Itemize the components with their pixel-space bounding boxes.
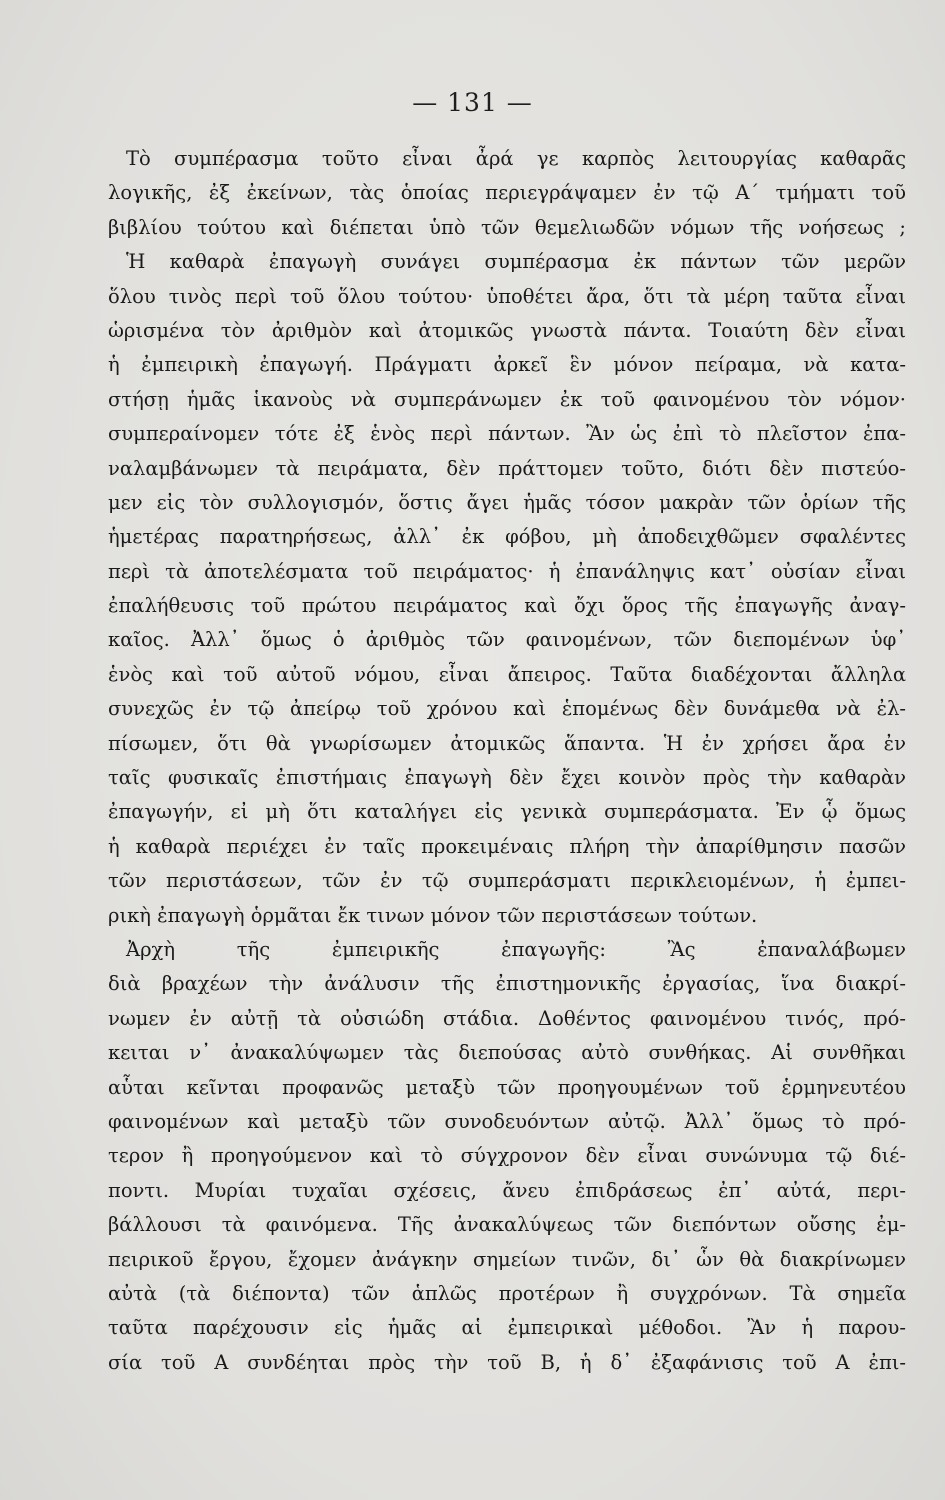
text-line: πίσωμεν, ὅτι θὰ γνωρίσωμεν ἀτομικῶς ἅπαντα. Ἡ ἐν χρήσει ἄρα ἐν bbox=[108, 731, 906, 755]
text-line: αὗται κεῖνται προφανῶς μεταξὺ τῶν προηγουμένων τοῦ ἑρμηνευτέου bbox=[108, 1075, 906, 1099]
text-line: αὐτὰ (τὰ διέποντα) τῶν ἁπλῶς προτέρων ἢ συγχρόνων. Τὰ σημεῖα bbox=[108, 1281, 906, 1305]
page-number: — 131 — bbox=[412, 88, 533, 117]
text-line: σία τοῦ Α συνδέηται πρὸς τὴν τοῦ Β, ἡ δ᾽ ἐξαφάνισις τοῦ Α ἐπι- bbox=[108, 1350, 906, 1374]
text-line: καῖος. Ἀλλ᾽ ὅμως ὁ ἀριθμὸς τῶν φαινομένων, τῶν διεπομένων ὑφ᾽ bbox=[108, 628, 906, 652]
text-line: βάλλουσι τὰ φαινόμενα. Τῆς ἀνακαλύψεως τῶν διεπόντων οὔσης ἐμ- bbox=[108, 1213, 906, 1237]
text-line: ταῖς φυσικαῖς ἐπιστήμαις ἐπαγωγὴ δὲν ἔχει κοινὸν πρὸς τὴν καθαρὰν bbox=[108, 766, 906, 790]
text-line: ἡμετέρας παρατηρήσεως, ἀλλ᾽ ἐκ φόβου, μὴ ἀποδειχθῶμεν σφαλέντες bbox=[108, 525, 906, 549]
text-line: κειται ν᾽ ἀνακαλύψωμεν τὰς διεπούσας αὐτὸ συνθήκας. Αἱ συνθῆκαι bbox=[108, 1041, 906, 1065]
text-line: συμπεραίνομεν τότε ἐξ ἑνὸς περὶ πάντων. Ἂν ὡς ἐπὶ τὸ πλεῖστον ἐπα- bbox=[108, 422, 906, 446]
text-line: τερον ἢ προηγούμενον καὶ τὸ σύγχρονον δὲν εἶναι συνώνυμα τῷ διέ- bbox=[108, 1144, 906, 1168]
text-line: πειρικοῦ ἔργου, ἔχομεν ἀνάγκην σημείων τινῶν, δι᾽ ὧν θὰ διακρίνωμεν bbox=[108, 1247, 906, 1271]
text-line: βιβλίου τούτου καὶ διέπεται ὑπὸ τῶν θεμελιωδῶν νόμων τῆς νοήσεως ; bbox=[108, 215, 906, 239]
body-text bbox=[108, 142, 906, 1380]
text-line: Ἀρχὴ τῆς ἐμπειρικῆς ἐπαγωγῆς: Ἂς ἐπαναλάβωμεν bbox=[126, 937, 906, 961]
text-line: ἑνὸς καὶ τοῦ αὐτοῦ νόμου, εἶναι ἄπειρος. Ταῦτα διαδέχονται ἄλληλα bbox=[108, 662, 906, 686]
text-line: λογικῆς, ἐξ ἐκείνων, τὰς ὁποίας περιεγράψαμεν ἐν τῷ Α΄ τμήματι τοῦ bbox=[108, 181, 906, 205]
text-line: νωμεν ἐν αὐτῇ τὰ οὐσιώδη στάδια. Δοθέντος φαινομένου τινός, πρό- bbox=[108, 1006, 906, 1030]
text-line: μεν εἰς τὸν συλλογισμόν, ὅστις ἄγει ἡμᾶς τόσον μακρὰν τῶν ὁρίων τῆς bbox=[108, 490, 906, 514]
text-line: ὅλου τινὸς περὶ τοῦ ὅλου τούτου· ὑποθέτει ἄρα, ὅτι τὰ μέρη ταῦτα εἶναι bbox=[108, 284, 906, 308]
text-line: ἡ καθαρὰ περιέχει ἐν ταῖς προκειμέναις πλήρη τὴν ἀπαρίθμησιν πασῶν bbox=[108, 834, 906, 858]
text-line: συνεχῶς ἐν τῷ ἀπείρῳ τοῦ χρόνου καὶ ἑπομένως δὲν δυνάμεθα νὰ ἐλ- bbox=[108, 697, 906, 721]
text-line: φαινομένων καὶ μεταξὺ τῶν συνοδευόντων αὐτῷ. Ἀλλ᾽ ὅμως τὸ πρό- bbox=[108, 1109, 906, 1133]
text-line: ναλαμβάνωμεν τὰ πειράματα, δὲν πράττομεν τοῦτο, διότι δὲν πιστεύο- bbox=[108, 456, 906, 480]
text-line: ποντι. Μυρίαι τυχαῖαι σχέσεις, ἄνευ ἐπιδράσεως ἐπ᾽ αὐτά, περι- bbox=[108, 1178, 906, 1202]
text-line: διὰ βραχέων τὴν ἀνάλυσιν τῆς ἐπιστημονικῆς ἐργασίας, ἵνα διακρί- bbox=[108, 972, 906, 996]
text-line: τῶν περιστάσεων, τῶν ἐν τῷ συμπεράσματι περικλειομένων, ἡ ἐμπει- bbox=[108, 869, 906, 893]
text-line: ταῦτα παρέχουσιν εἰς ἡμᾶς αἱ ἐμπειρικαὶ μέθοδοι. Ἂν ἡ παρου- bbox=[108, 1316, 906, 1340]
text-line: περὶ τὰ ἀποτελέσματα τοῦ πειράματος· ἡ ἐπανάληψις κατ᾽ οὐσίαν εἶναι bbox=[108, 559, 906, 583]
text-line: ἐπαλήθευσις τοῦ πρώτου πειράματος καὶ ὄχι ὅρος τῆς ἐπαγωγῆς ἀναγ- bbox=[108, 594, 906, 618]
text-line: Ἡ καθαρὰ ἐπαγωγὴ συνάγει συμπέρασμα ἐκ πάντων τῶν μερῶν bbox=[126, 250, 906, 274]
text-line: ὡρισμένα τὸν ἀριθμὸν καὶ ἀτομικῶς γνωστὰ πάντα. Τοιαύτη δὲν εἶναι bbox=[108, 318, 906, 342]
text-line: στήσῃ ἡμᾶς ἱκανοὺς νὰ συμπεράνωμεν ἐκ τοῦ φαινομένου τὸν νόμον· bbox=[108, 387, 906, 411]
text-line: Τὸ συμπέρασμα τοῦτο εἶναι ἆρά γε καρπὸς λειτουργίας καθαρᾶς bbox=[126, 147, 906, 170]
text-line: ρικὴ ἐπαγωγὴ ὁρμᾶται ἔκ τινων μόνον τῶν περιστάσεων τούτων. bbox=[108, 903, 758, 927]
text-line: ἡ ἐμπειρικὴ ἐπαγωγή. Πράγματι ἀρκεῖ ἓν μόνον πείραμα, νὰ κατα- bbox=[108, 353, 906, 377]
text-line: ἐπαγωγήν, εἰ μὴ ὅτι καταλήγει εἰς γενικὰ συμπεράσματα. Ἐν ᾧ ὅμως bbox=[108, 800, 906, 824]
